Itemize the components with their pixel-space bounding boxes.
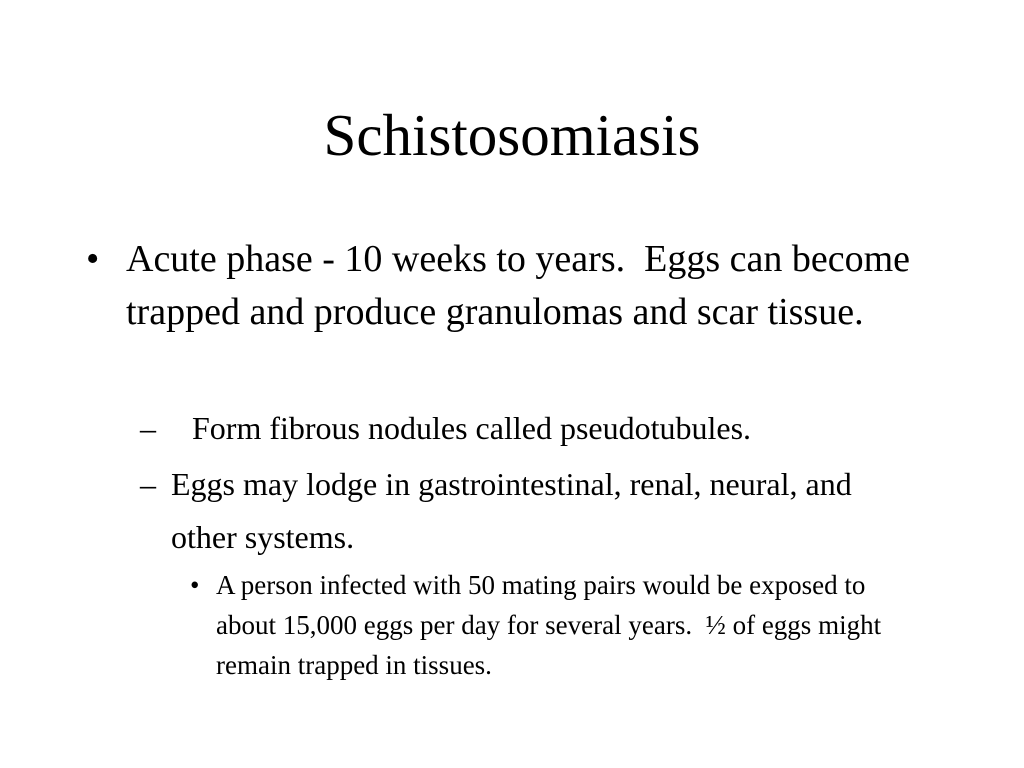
sub-bullet-eggs-lodge (140, 458, 860, 564)
bullet-acute-phase (80, 233, 940, 339)
sub-bullet-text: Form fibrous nodules called pseudotubules. (192, 410, 752, 446)
sub-bullet-pseudotubules (140, 402, 940, 455)
slide-title: Schistosomiasis (323, 102, 701, 168)
bullet-text: Acute phase - 10 weeks to years. Eggs can become trapped and produce granulomas and scar tissue. (126, 238, 920, 333)
sub-bullet-marker: – (140, 410, 156, 446)
sub-sub-bullet-text: A person infected with 50 mating pairs would be exposed to about 15,000 eggs per day for several years. ½ of eggs might remain trapped in tissues. (216, 570, 888, 680)
sub-bullet-text: Eggs may lodge in gastrointestinal, renal, neural, and other systems. (171, 466, 852, 555)
sub-sub-bullet-marker: • (190, 570, 200, 600)
sub-bullet-marker: – (140, 466, 156, 502)
sub-sub-bullet-mating-pairs (188, 565, 908, 685)
bullet-marker: • (86, 238, 100, 280)
